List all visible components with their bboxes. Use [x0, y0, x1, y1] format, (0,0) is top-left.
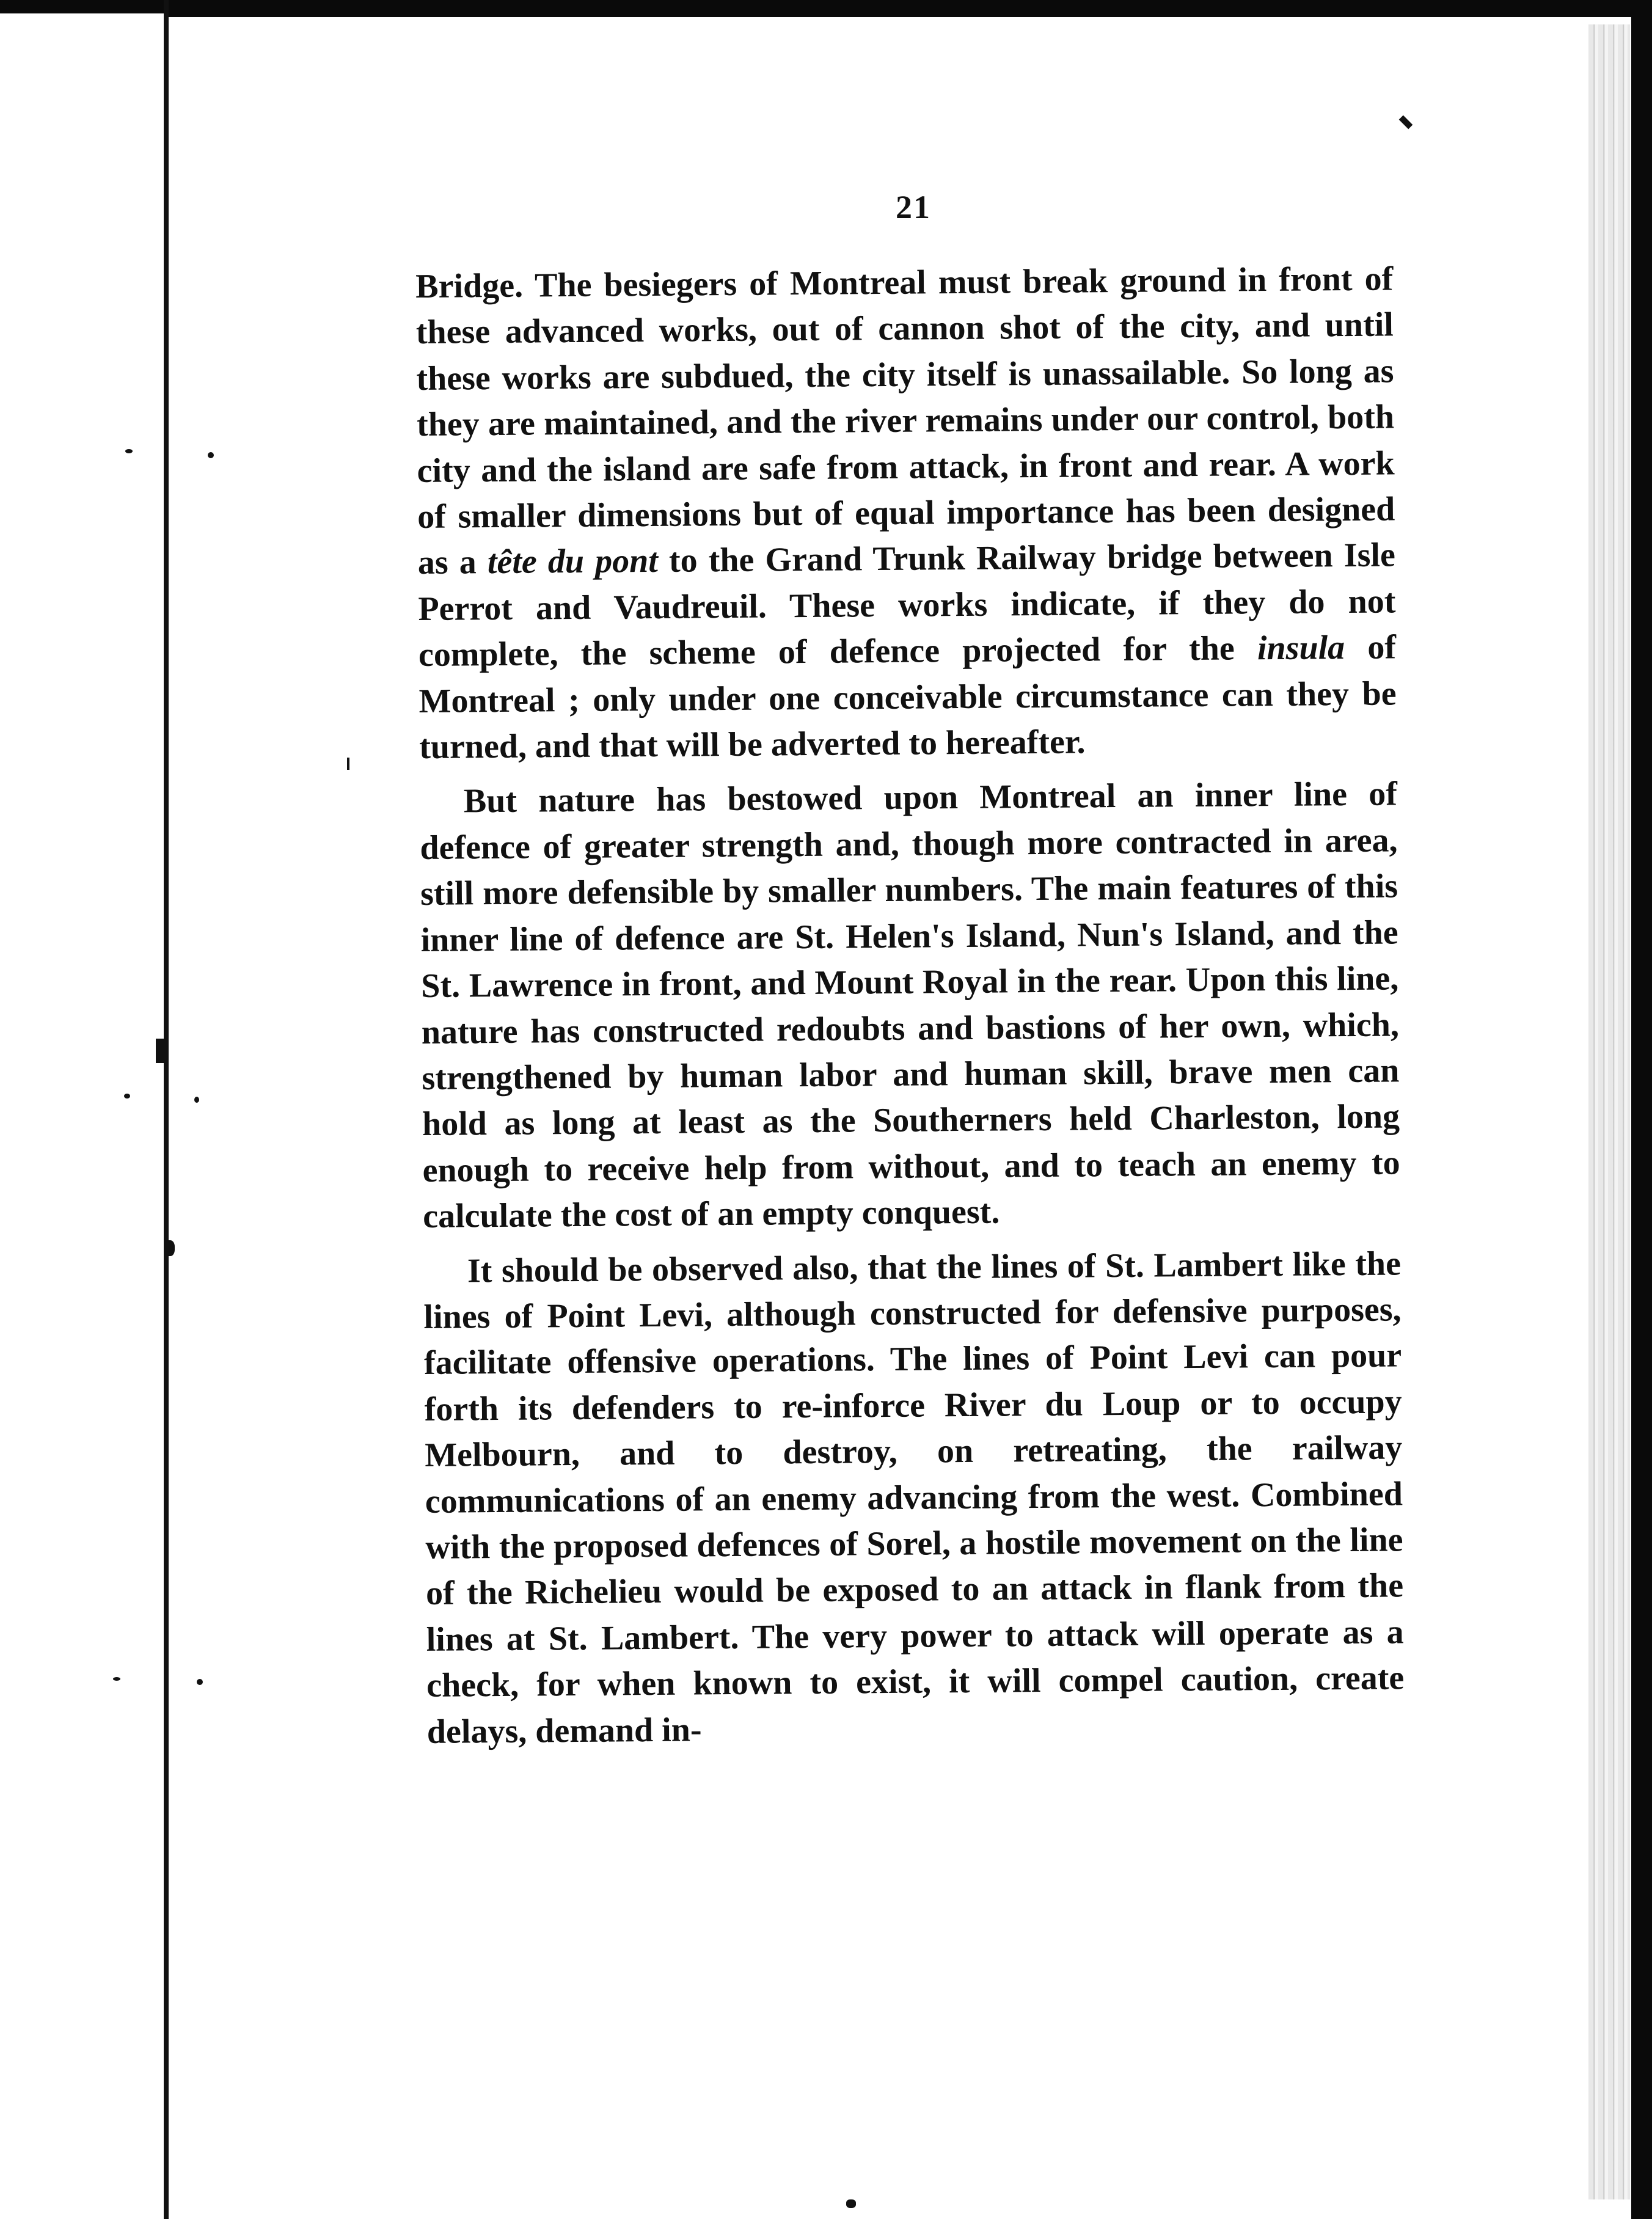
paragraph-1-run-1: Bridge. The besiegers of Montreal must break ground in front of these advanced works, out of cannon shot of the city, and until these works are subdued, the city itself is unassailable. So long as they are maintained, and the river remains under our control, both city and the island are safe from attack, in front and rear. A work of smaller dimensions but of equal importance has been designed as a	[415, 260, 1395, 582]
paragraph-1	[415, 256, 1397, 770]
scan-top-border	[165, 0, 1652, 17]
binding-gutter-line	[164, 0, 169, 2219]
paragraph-1-run-5: of Montreal ; only under one conceivable circumstance can they be turned, and that will be adverted to hereafter.	[418, 628, 1397, 767]
paragraph-2-run-1: But nature has bestowed upon Montreal an inner line of defence of greater strength and, though more contracted in area, still more defensible by smaller numbers. The main features of this inner line of defence are St. Helen's Island, Nun's Island, and the St. Lawrence in front, and Mount Royal in the rear. Upon this line, nature has constructed redoubts and bastions of her own, which, strengthened by human labor and human skill, brave men can hold as long at least as the Southerners held Charleston, long enough to receive help from without, and to teach an enemy to calculate the cost of an empty conquest.	[420, 775, 1400, 1236]
scan-speck	[164, 1240, 175, 1256]
scan-speck	[113, 1677, 120, 1681]
page-stack-edge	[1588, 24, 1630, 2199]
paragraph-2	[420, 772, 1401, 1240]
paragraph-3-run-1: It should be observed also, that the lines of St. Lambert like the lines of Point Levi, although constructed for defensive purposes, facilitate offensive operations. The lines of Point Levi can pour forth its defenders to re-inforce River du Loup or to occupy Melbourn, and to destroy, on retreating, the railway communications of an enemy advancing from the west. Combined with the proposed defences of Sorel, a hostile movement on the line of the Richelieu would be exposed to an attack in flank from the lines at St. Lambert. The very power to attack will operate as a check, for when known to exist, it will compel caution, create delays, demand in-	[423, 1244, 1405, 1751]
scan-speck	[347, 758, 349, 770]
scan-right-border	[1631, 0, 1652, 2219]
scan-speck	[194, 1097, 199, 1103]
scan-speck	[208, 452, 214, 458]
scan-speck	[125, 449, 133, 453]
paragraph-3	[423, 1241, 1405, 1755]
scan-speck	[846, 2199, 856, 2208]
scan-speck	[197, 1679, 203, 1685]
paragraph-1-italic-tete-du-pont: tête du pont	[487, 542, 659, 582]
page-number: 21	[896, 189, 931, 225]
body-text	[415, 256, 1405, 1755]
scan-speck	[124, 1094, 130, 1099]
paragraph-1-run-3: to the Grand Trunk Railway bridge between Isle Perrot and Vaudreuil. These works indicate, if they do not complete, the scheme of defence projected for the	[418, 536, 1396, 674]
scan-speck	[156, 1039, 164, 1063]
paragraph-1-italic-insula: insula	[1257, 629, 1345, 668]
